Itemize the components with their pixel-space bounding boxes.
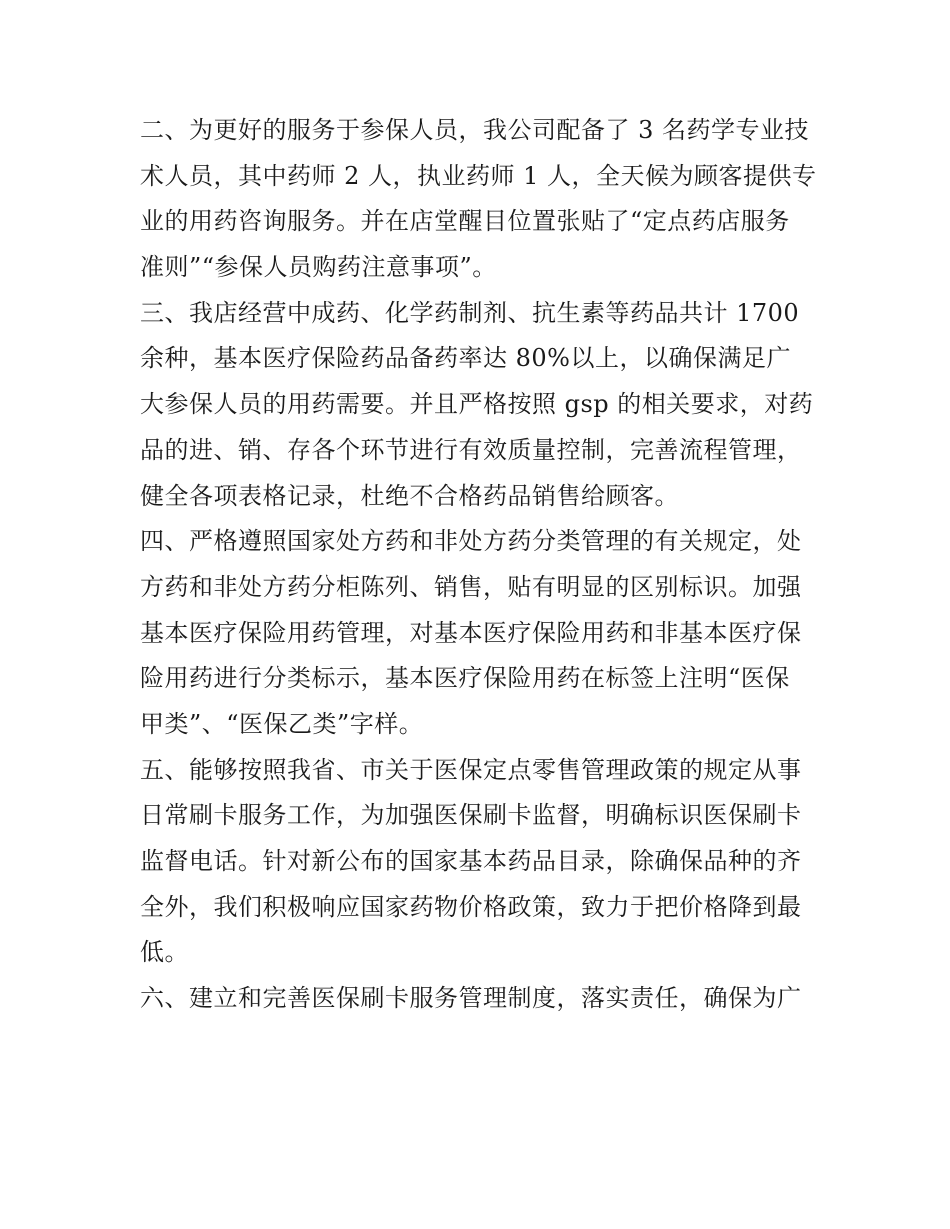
text-line: 监督电话。针对新公布的国家基本药品目录，除确保品种的齐: [140, 847, 802, 875]
text-line: 准则”“参保人员购药注意事项”。: [140, 253, 497, 282]
document-body: [140, 108, 820, 1022]
text-line: 术人员，其中药师 2 人，执业药师 1 人，全天候为顾客提供专: [140, 161, 817, 190]
paragraph-3: [140, 291, 820, 519]
text-line: 五、能够按照我省、市关于医保定点零售管理政策的规定从事: [140, 755, 802, 784]
text-line: 六、建立和完善医保刷卡服务管理制度，落实责任，确保为广: [140, 984, 802, 1013]
text-line: 四、严格遵照国家处方药和非处方药分类管理的有关规定，处: [140, 527, 802, 556]
text-line: 方药和非处方药分柜陈列、销售，贴有明显的区别标识。加强: [140, 572, 802, 601]
text-line: 大参保人员的用药需要。并且严格按照 gsp 的相关要求，对药: [140, 390, 814, 419]
text-line: 险用药进行分类标示，基本医疗保险用药在标签上注明“医保: [140, 664, 790, 693]
text-line: 健全各项表格记录，杜绝不合格药品销售给顾客。: [140, 481, 679, 510]
paragraph-2: [140, 108, 820, 291]
text-line: 日常刷卡服务工作，为加强医保刷卡监督，明确标识医保刷卡: [140, 801, 802, 830]
text-line: 低。: [140, 938, 189, 967]
text-line: 三、我店经营中成药、化学药制剂、抗生素等药品共计 1700: [140, 298, 800, 327]
text-line: 二、为更好的服务于参保人员，我公司配备了 3 名药学专业技: [140, 116, 810, 144]
text-line: 全外，我们积极响应国家药物价格政策，致力于把价格降到最: [140, 892, 802, 921]
paragraph-4: [140, 519, 820, 747]
text-line: 业的用药咨询服务。并在店堂醒目位置张贴了“定点药店服务: [140, 207, 790, 236]
text-line: 品的进、销、存各个环节进行有效质量控制，完善流程管理，: [140, 435, 802, 464]
text-line: 基本医疗保险用药管理，对基本医疗保险用药和非基本医疗保: [140, 618, 802, 647]
text-line: 余种，基本医疗保险药品备药率达 80%以上，以确保满足广: [140, 344, 791, 373]
paragraph-6: [140, 976, 820, 1022]
text-line: 甲类”、“医保乙类”字样。: [140, 709, 424, 738]
paragraph-5: [140, 748, 820, 976]
